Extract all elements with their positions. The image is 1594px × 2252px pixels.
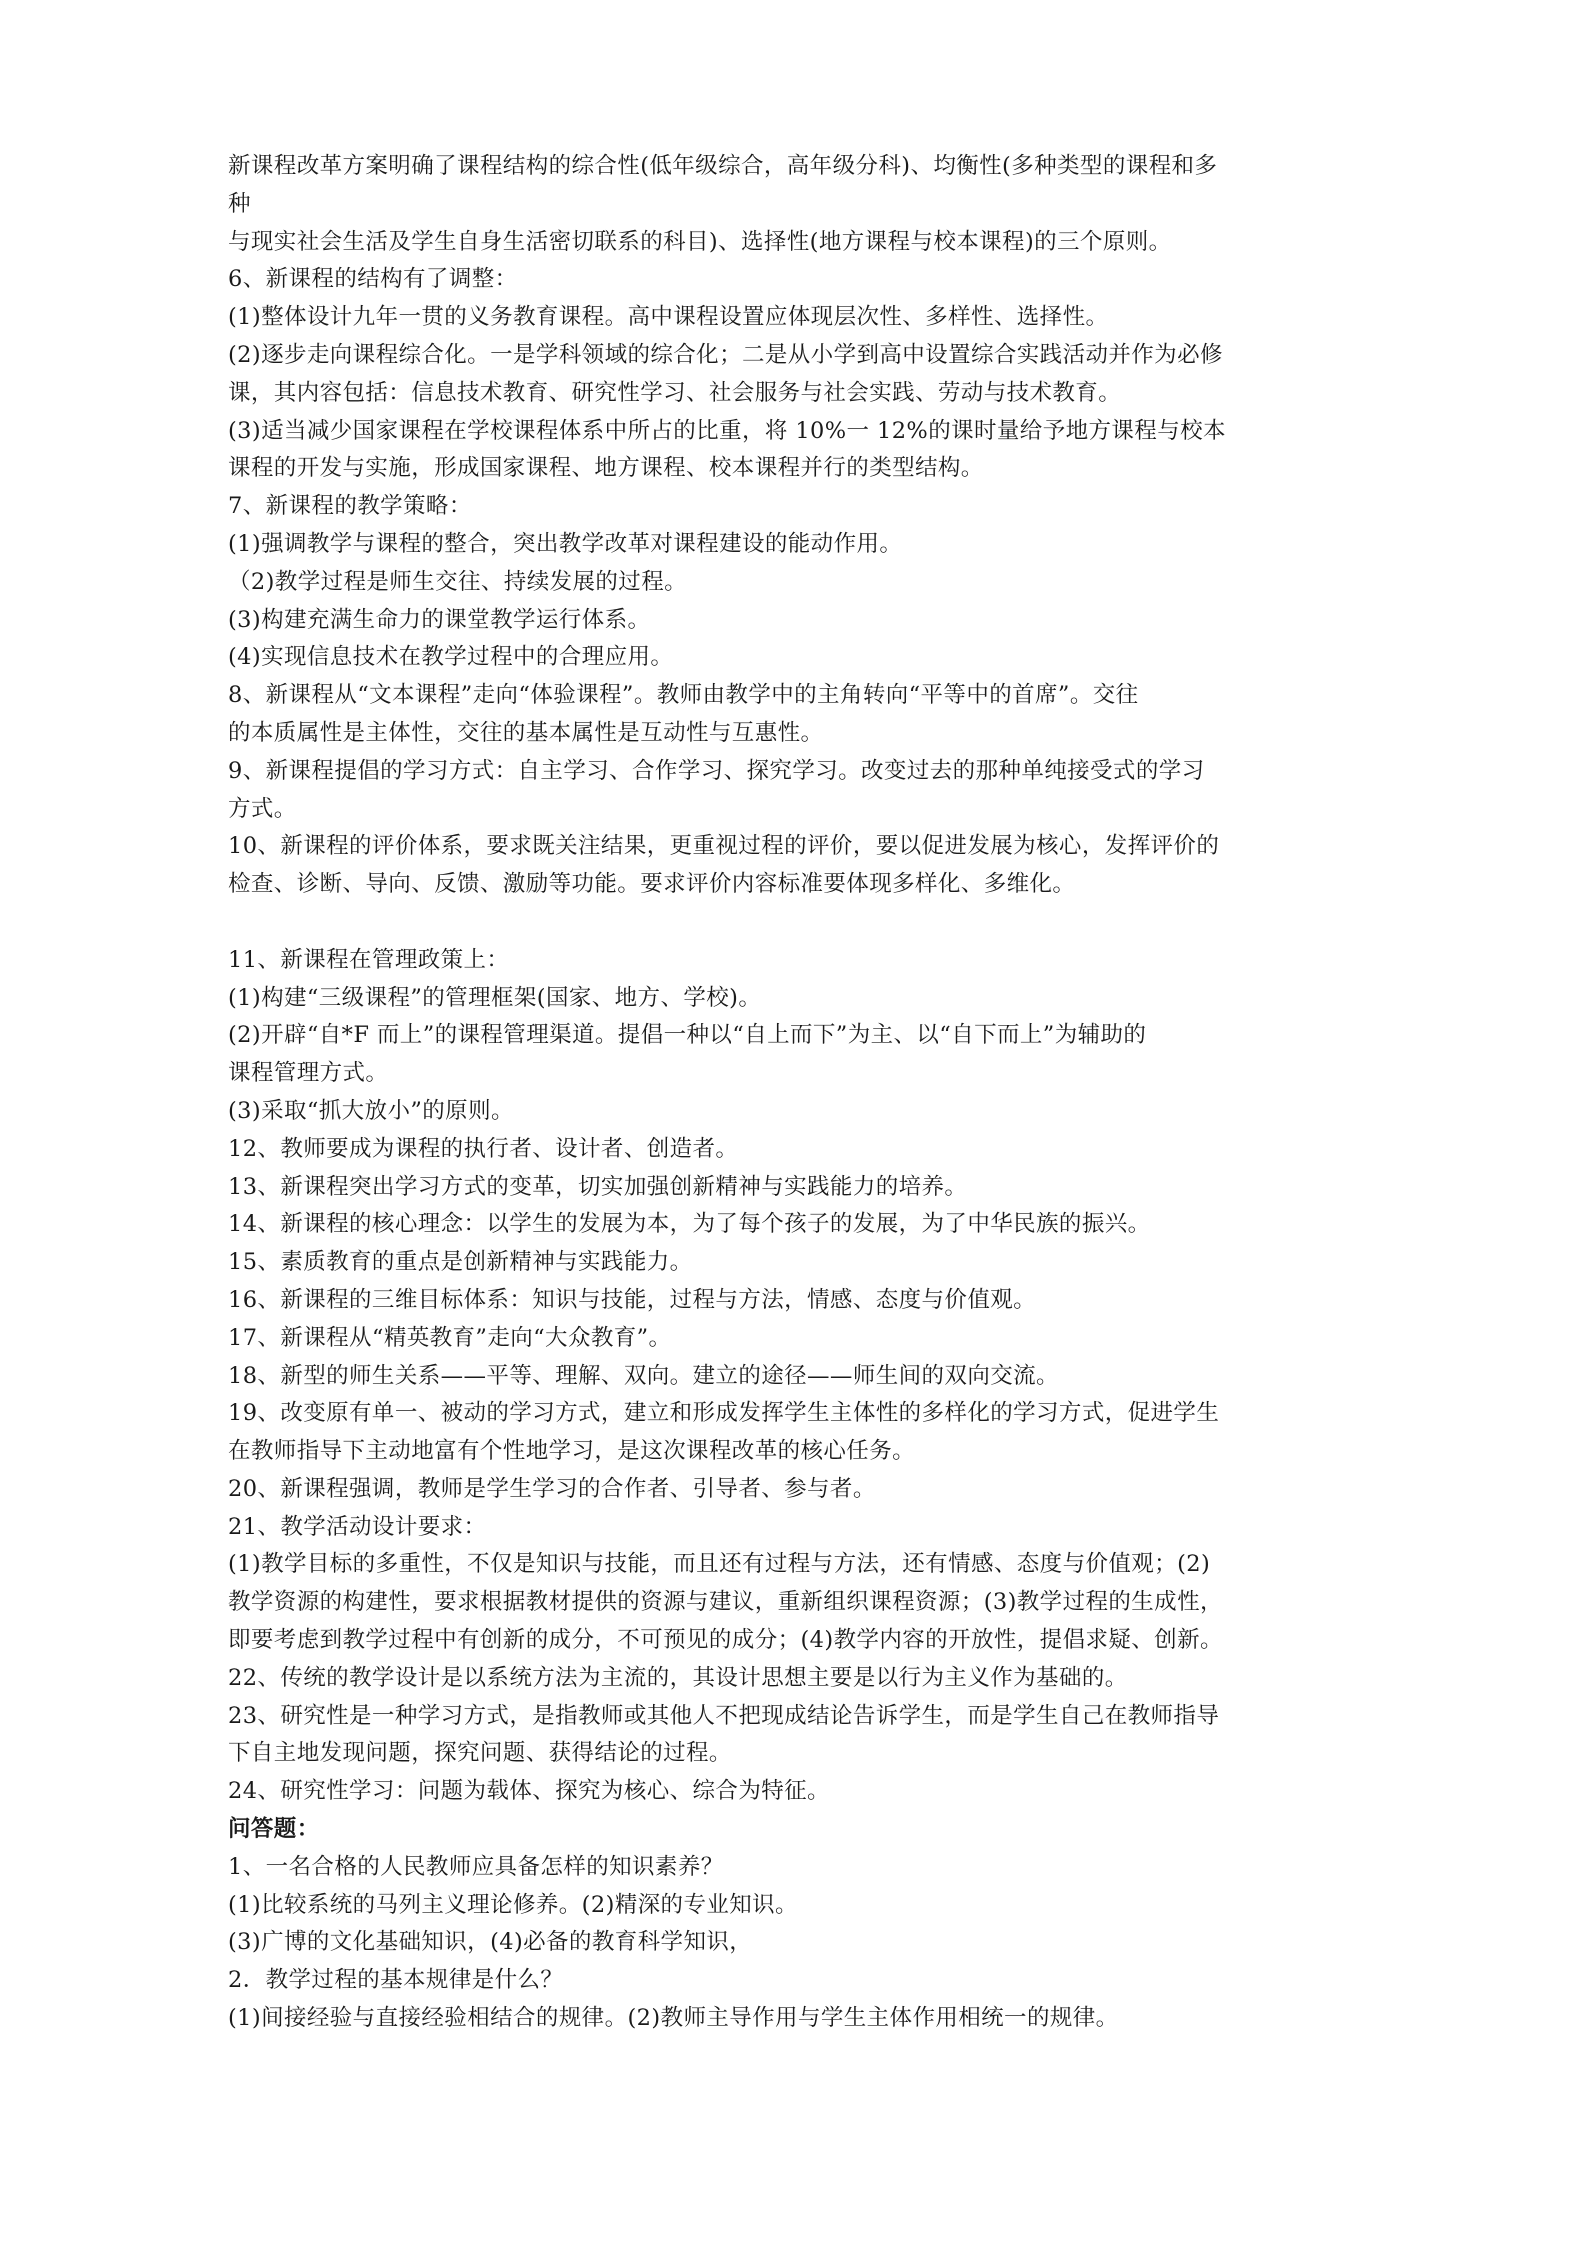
- text-line: (4)实现信息技术在教学过程中的合理应用。: [228, 644, 674, 671]
- text-line: 与现实社会生活及学生自身生活密切联系的科目)、选择性(地方课程与校本课程)的三个原则。: [228, 228, 1172, 255]
- text-line: 12、教师要成为课程的执行者、设计者、创造者。: [228, 1135, 739, 1162]
- text-line: 15、素质教育的重点是创新精神与实践能力。: [228, 1249, 693, 1276]
- text-line: 1、一名合格的人民教师应具备怎样的知识素养？: [228, 1853, 724, 1880]
- text-line: 种: [228, 190, 251, 217]
- text-line: 6、新课程的结构有了调整：: [228, 266, 518, 293]
- text-line: 课程管理方式。: [228, 1060, 389, 1087]
- text-line: (1)间接经验与直接经验相结合的规律。(2)教师主导作用与学生主体作用相统一的规律。: [228, 2005, 1119, 2032]
- section-heading: 问答题：: [228, 1816, 320, 1843]
- text-line: (1)构建“三级课程”的管理框架(国家、地方、学校)。: [228, 984, 762, 1011]
- text-line: 16、新课程的三维目标体系：知识与技能，过程与方法，情感、态度与价值观。: [228, 1286, 1037, 1313]
- text-line: (1)比较系统的马列主义理论修养。(2)精深的专业知识。: [228, 1891, 798, 1918]
- text-line: (3)广博的文化基础知识，(4)必备的教育科学知识，: [228, 1929, 753, 1956]
- text-line: 课程的开发与实施，形成国家课程、地方课程、校本课程并行的类型结构。: [228, 455, 984, 482]
- text-line: 2．教学过程的基本规律是什么？: [228, 1967, 564, 1994]
- text-line: 14、新课程的核心理念：以学生的发展为本，为了每个孩子的发展，为了中华民族的振兴。: [228, 1211, 1151, 1238]
- text-line: 10、新课程的评价体系，要求既关注结果，更重视过程的评价，要以促进发展为核心，发挥评价的: [228, 833, 1220, 860]
- text-line: 20、新课程强调，教师是学生学习的合作者、引导者、参与者。: [228, 1475, 876, 1502]
- text-line: 17、新课程从“精英教育”走向“大众教育”。: [228, 1324, 672, 1351]
- text-line: 新课程改革方案明确了课程结构的综合性(低年级综合，高年级分科)、均衡性(多种类型的课程和多: [228, 153, 1218, 179]
- text-line: 18、新型的师生关系——平等、理解、双向。建立的途径——师生间的双向交流。: [228, 1362, 1059, 1389]
- text-line: 21、教学活动设计要求：: [228, 1513, 487, 1540]
- text-line: 在教师指导下主动地富有个性地学习，是这次课程改革的核心任务。: [228, 1438, 916, 1465]
- text-line: 即要考虑到教学过程中有创新的成分，不可预见的成分；(4)教学内容的开放性，提倡求疑、创新。: [228, 1627, 1223, 1654]
- text-line: (3)构建充满生命力的课堂教学运行体系。: [228, 606, 651, 633]
- text-block-principles: [228, 148, 1424, 904]
- text-line: 8、新课程从“文本课程”走向“体验课程”。教师由教学中的主角转向“平等中的首席”。交往: [228, 682, 1139, 709]
- text-line: 的本质属性是主体性，交往的基本属性是互动性与互惠性。: [228, 719, 824, 746]
- paragraph-gap: [228, 904, 1424, 942]
- text-line: 检查、诊断、导向、反馈、激励等功能。要求评价内容标准要体现多样化、多维化。: [228, 871, 1076, 898]
- text-line: 课，其内容包括：信息技术教育、研究性学习、社会服务与社会实践、劳动与技术教育。: [228, 379, 1122, 406]
- text-line: (2)开辟“自*F 而上”的课程管理渠道。提倡一种以“自上而下”为主、以“自下而上”为辅助的: [228, 1022, 1147, 1049]
- text-line: 23、研究性是一种学习方式，是指教师或其他人不把现成结论告诉学生，而是学生自己在教师指导: [228, 1702, 1220, 1729]
- text-line: (2)逐步走向课程综合化。一是学科领域的综合化；二是从小学到高中设置综合实践活动并作为必修: [228, 341, 1223, 368]
- text-line: 下自主地发现问题，探究问题、获得结论的过程。: [228, 1740, 732, 1767]
- text-line: 方式。: [228, 795, 297, 822]
- text-line: 22、传统的教学设计是以系统方法为主流的，其设计思想主要是以行为主义作为基础的。: [228, 1664, 1128, 1691]
- document-page: [228, 148, 1424, 2038]
- text-line: 24、研究性学习：问题为载体、探究为核心、综合为特征。: [228, 1778, 830, 1805]
- text-line: 11、新课程在管理政策上：: [228, 946, 510, 973]
- text-line: 19、改变原有单一、被动的学习方式，建立和形成发挥学生主体性的多样化的学习方式，促进学生: [228, 1400, 1220, 1427]
- text-line: (1)教学目标的多重性，不仅是知识与技能，而且还有过程与方法，还有情感、态度与价值观；(2): [228, 1551, 1211, 1578]
- text-line: 7、新课程的教学策略：: [228, 493, 472, 520]
- text-block-questions: [228, 1849, 1424, 2038]
- text-block-policies: [228, 942, 1424, 1811]
- text-line: 9、新课程提倡的学习方式：自主学习、合作学习、探究学习。改变过去的那种单纯接受式的学习: [228, 757, 1205, 784]
- text-line: 13、新课程突出学习方式的变革，切实加强创新精神与实践能力的培养。: [228, 1173, 968, 1200]
- text-line: （2)教学过程是师生交往、持续发展的过程。: [228, 568, 687, 595]
- text-line: (3)采取“抓大放小”的原则。: [228, 1097, 514, 1124]
- text-line: (1)整体设计九年一贯的义务教育课程。高中课程设置应体现层次性、多样性、选择性。: [228, 304, 1109, 331]
- text-line: (1)强调教学与课程的整合，突出教学改革对课程建设的能动作用。: [228, 530, 903, 557]
- text-line: (3)适当减少国家课程在学校课程体系中所占的比重，将 10%一 12%的课时量给予地方课程与校本: [228, 417, 1226, 444]
- text-line: 教学资源的构建性，要求根据教材提供的资源与建议，重新组织课程资源；(3)教学过程的生成性，: [228, 1589, 1223, 1616]
